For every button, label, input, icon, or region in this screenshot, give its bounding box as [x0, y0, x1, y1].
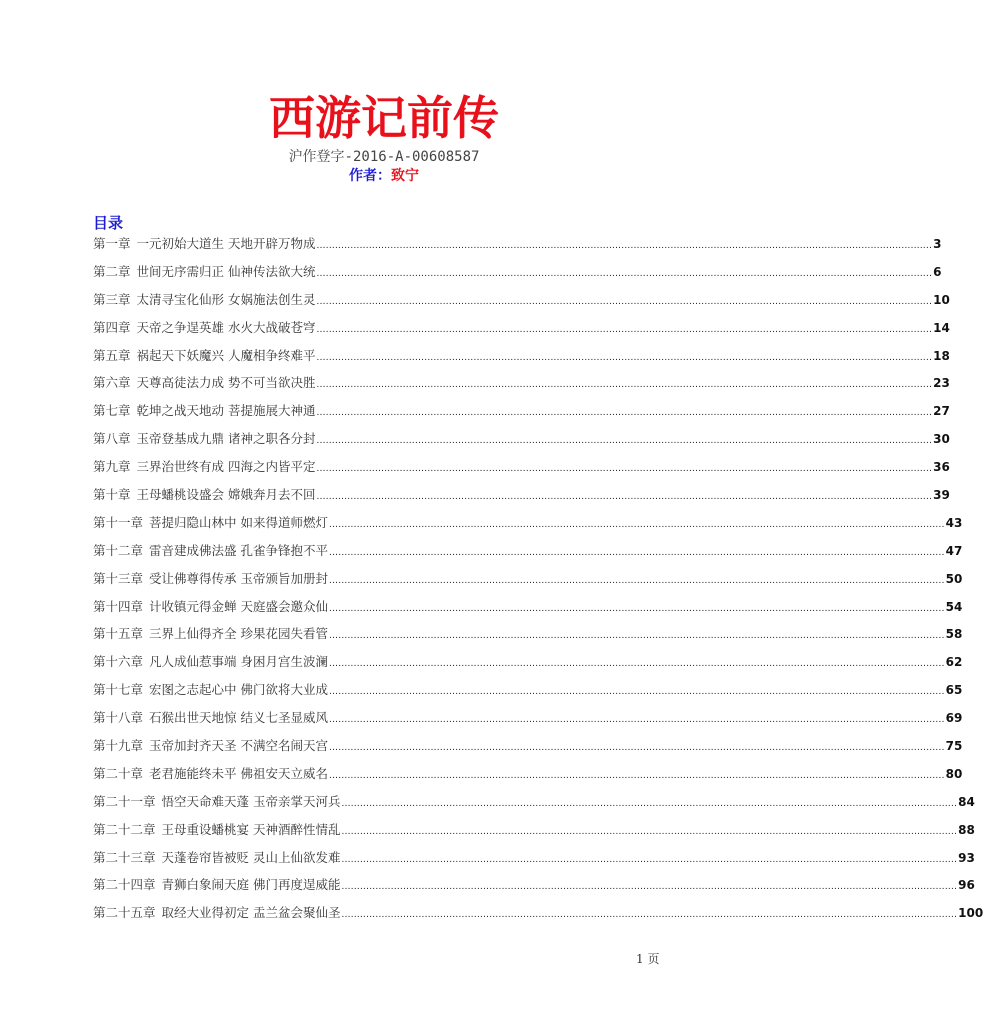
toc-page-number: 100	[958, 906, 983, 921]
toc-entry[interactable]	[93, 736, 963, 764]
toc-entry-title	[93, 736, 328, 756]
toc-entry[interactable]	[93, 401, 950, 429]
table-of-contents	[93, 234, 983, 931]
chapter-title: 计收镇元得金蝉 天庭盛会邀众仙	[149, 598, 328, 614]
toc-page-number: 62	[945, 655, 963, 670]
dot-leader: ........................................................................................................................................................................................................	[316, 323, 933, 335]
toc-page-number: 96	[958, 878, 975, 893]
chapter-title: 宏图之志起心中 佛门欲将大业成	[149, 682, 328, 698]
chapter-title: 雷音建成佛法盛 孔雀争锋抱不平	[149, 542, 328, 558]
dot-leader: ........................................................................................................................................................................................................	[316, 267, 933, 279]
author-line	[0, 165, 768, 185]
toc-entry[interactable]	[93, 262, 942, 290]
chapter-number: 第二十四章	[93, 877, 156, 893]
toc-entry-title	[93, 597, 328, 617]
toc-entry-title	[93, 624, 328, 644]
toc-page-number: 30	[933, 432, 950, 447]
dot-leader: ........................................................................................................................................................................................................	[341, 797, 958, 809]
toc-entry[interactable]	[93, 848, 975, 876]
chapter-title: 三界治世终有成 四海之内皆平定	[136, 459, 316, 475]
dot-leader: ........................................................................................................................................................................................................	[341, 825, 958, 837]
toc-page-number: 80	[945, 766, 963, 781]
toc-entry-title	[93, 792, 341, 812]
toc-page-number: 43	[945, 515, 963, 530]
chapter-title: 悟空天命难天蓬 玉帝亲掌天河兵	[161, 793, 341, 809]
toc-page-number: 39	[933, 488, 950, 503]
dot-leader: ........................................................................................................................................................................................................	[329, 742, 945, 754]
toc-entry-title	[93, 820, 341, 840]
chapter-title: 祸起天下妖魔兴 人魔相争终难平	[136, 347, 316, 363]
toc-entry-title	[93, 457, 316, 477]
toc-entry-title	[93, 680, 328, 700]
toc-page-number: 6	[933, 264, 942, 279]
chapter-number: 第二十二章	[93, 821, 156, 837]
chapter-title: 青狮白象闹天庭 佛门再度逞威能	[161, 877, 341, 893]
toc-page-number: 18	[933, 348, 950, 363]
toc-page-number: 58	[945, 627, 963, 642]
dot-leader: ........................................................................................................................................................................................................	[341, 909, 958, 921]
dot-leader: ........................................................................................................................................................................................................	[329, 518, 945, 530]
dot-leader: ........................................................................................................................................................................................................	[329, 686, 945, 698]
author-name: 致宁	[391, 168, 419, 184]
chapter-title: 天尊高徒法力成 势不可当欲决胜	[136, 375, 316, 391]
toc-entry-title	[93, 429, 316, 449]
toc-entry[interactable]	[93, 290, 950, 318]
toc-entry[interactable]	[93, 680, 963, 708]
chapter-number: 第四章	[93, 319, 131, 335]
dot-leader: ........................................................................................................................................................................................................	[316, 295, 933, 307]
toc-entry-title	[93, 290, 316, 310]
chapter-title: 一元初始大道生 天地开辟万物成	[136, 236, 316, 251]
chapter-number: 第七章	[93, 403, 131, 419]
chapter-number: 第十三章	[93, 570, 144, 586]
chapter-number: 第五章	[93, 347, 131, 363]
dot-leader: ........................................................................................................................................................................................................	[316, 407, 933, 419]
toc-entry-title	[93, 875, 341, 895]
chapter-number: 第十四章	[93, 598, 144, 614]
toc-page-number: 93	[958, 850, 975, 865]
chapter-title: 玉帝登基成九鼎 诸神之职各分封	[136, 431, 316, 447]
chapter-number: 第十二章	[93, 542, 144, 558]
dot-leader: ........................................................................................................................................................................................................	[329, 658, 945, 670]
page-number: 1 页	[636, 952, 660, 966]
toc-entry-title	[93, 903, 341, 923]
chapter-number: 第十九章	[93, 738, 144, 754]
chapter-number: 第十章	[93, 487, 131, 503]
toc-page-number: 47	[945, 543, 963, 558]
toc-page-number: 27	[933, 404, 950, 419]
chapter-number: 第十八章	[93, 710, 144, 726]
toc-page-number: 50	[945, 571, 963, 586]
toc-entry-title	[93, 541, 328, 561]
dot-leader: ........................................................................................................................................................................................................	[329, 769, 945, 781]
chapter-number: 第九章	[93, 459, 131, 475]
toc-entry[interactable]	[93, 764, 963, 792]
dot-leader: ........................................................................................................................................................................................................	[316, 351, 933, 363]
toc-entry-title	[93, 318, 316, 338]
toc-entry[interactable]	[93, 875, 975, 903]
dot-leader: ........................................................................................................................................................................................................	[316, 435, 933, 447]
chapter-title: 王母蟠桃设盛会 嫦娥奔月去不回	[136, 487, 316, 503]
toc-page-number: 54	[945, 599, 963, 614]
chapter-title: 取经大业得初定 盂兰盆会聚仙圣	[161, 905, 341, 921]
registration-number: 沪作登字-2016-A-00608587	[288, 149, 480, 165]
chapter-title: 玉帝加封齐天圣 不满空名闹天宫	[149, 738, 328, 754]
toc-page-number: 14	[933, 320, 950, 335]
toc-entry[interactable]	[93, 346, 950, 374]
toc-entry[interactable]	[93, 792, 975, 820]
toc-entry-title	[93, 401, 316, 421]
dot-leader: ........................................................................................................................................................................................................	[341, 853, 958, 865]
chapter-number: 第三章	[93, 291, 131, 307]
chapter-number: 第十五章	[93, 626, 144, 642]
chapter-number: 第十七章	[93, 682, 144, 698]
author-label: 作者：	[349, 168, 391, 184]
toc-entry-title	[93, 513, 328, 533]
chapter-number: 第十六章	[93, 654, 144, 670]
toc-entry[interactable]	[93, 903, 983, 931]
toc-entry[interactable]	[93, 373, 950, 401]
chapter-number: 第二十五章	[93, 905, 156, 921]
toc-entry[interactable]	[93, 597, 963, 625]
chapter-title: 天帝之争逞英雄 水火大战破苍穹	[136, 319, 316, 335]
chapter-title: 三界上仙得齐全 珍果花园失看管	[149, 626, 328, 642]
dot-leader: ........................................................................................................................................................................................................	[316, 463, 933, 475]
toc-entry-title	[93, 569, 328, 589]
toc-entry[interactable]	[93, 624, 963, 652]
dot-leader: ........................................................................................................................................................................................................	[316, 379, 933, 391]
chapter-number: 第二十章	[93, 765, 144, 781]
toc-entry[interactable]	[93, 457, 950, 485]
chapter-number: 第八章	[93, 431, 131, 447]
toc-page-number: 10	[933, 292, 950, 307]
book-title: 西游记前传	[269, 91, 499, 145]
toc-entry-title	[93, 848, 341, 868]
toc-entry[interactable]	[93, 513, 963, 541]
dot-leader: ........................................................................................................................................................................................................	[329, 546, 945, 558]
chapter-title: 受让佛尊得传承 玉帝颁旨加册封	[149, 570, 328, 586]
toc-page-number: 65	[945, 683, 963, 698]
chapter-title: 凡人成仙惹事端 身困月宫生波澜	[149, 654, 328, 670]
chapter-title: 石猴出世天地惊 结义七圣显威风	[149, 710, 328, 726]
chapter-title: 世间无序需归正 仙神传法欲大统	[136, 263, 316, 279]
toc-page-number: 88	[958, 822, 975, 837]
toc-entry[interactable]	[93, 485, 950, 513]
dot-leader: ........................................................................................................................................................................................................	[341, 881, 958, 893]
toc-entry-title	[93, 373, 316, 393]
toc-page-number: 3	[933, 237, 942, 251]
toc-entry[interactable]	[93, 708, 963, 736]
toc-entry-title	[93, 234, 316, 254]
dot-leader: ........................................................................................................................................................................................................	[329, 630, 945, 642]
chapter-title: 天蓬卷帘皆被贬 灵山上仙欲发难	[161, 849, 341, 865]
toc-entry[interactable]	[93, 318, 950, 346]
toc-entry[interactable]	[93, 234, 942, 262]
toc-entry[interactable]	[93, 820, 975, 848]
chapter-number: 第十一章	[93, 514, 144, 530]
toc-page-number: 75	[945, 739, 963, 754]
toc-page-number: 69	[945, 711, 963, 726]
chapter-title: 太清寻宝化仙形 女娲施法创生灵	[136, 291, 316, 307]
chapter-number: 第二十三章	[93, 849, 156, 865]
toc-entry-title	[93, 652, 328, 672]
toc-page-number: 84	[958, 794, 975, 809]
chapter-number: 第二十一章	[93, 793, 156, 809]
toc-entry[interactable]	[93, 652, 963, 680]
toc-entry-title	[93, 262, 316, 282]
toc-entry-title	[93, 764, 328, 784]
toc-entry-title	[93, 346, 316, 366]
chapter-number: 第二章	[93, 263, 131, 279]
dot-leader: ........................................................................................................................................................................................................	[316, 240, 933, 251]
toc-entry[interactable]	[93, 541, 963, 569]
chapter-title: 菩提归隐山林中 如来得道师燃灯	[149, 514, 328, 530]
chapter-title: 老君施能终未平 佛祖安天立威名	[149, 765, 328, 781]
chapter-number: 第六章	[93, 375, 131, 391]
toc-heading: 目录	[93, 214, 124, 232]
toc-page-number: 36	[933, 460, 950, 475]
dot-leader: ........................................................................................................................................................................................................	[329, 714, 945, 726]
toc-entry-title	[93, 708, 328, 728]
toc-page-number: 23	[933, 376, 950, 391]
chapter-title: 王母重设蟠桃宴 天神酒醉性情乱	[161, 821, 341, 837]
toc-entry-title	[93, 485, 316, 505]
dot-leader: ........................................................................................................................................................................................................	[316, 491, 933, 503]
toc-entry[interactable]	[93, 569, 963, 597]
toc-entry[interactable]	[93, 429, 950, 457]
dot-leader: ........................................................................................................................................................................................................	[329, 602, 945, 614]
chapter-title: 乾坤之战天地动 菩提施展大神通	[136, 403, 316, 419]
dot-leader: ........................................................................................................................................................................................................	[329, 574, 945, 586]
chapter-number: 第一章	[93, 236, 131, 251]
